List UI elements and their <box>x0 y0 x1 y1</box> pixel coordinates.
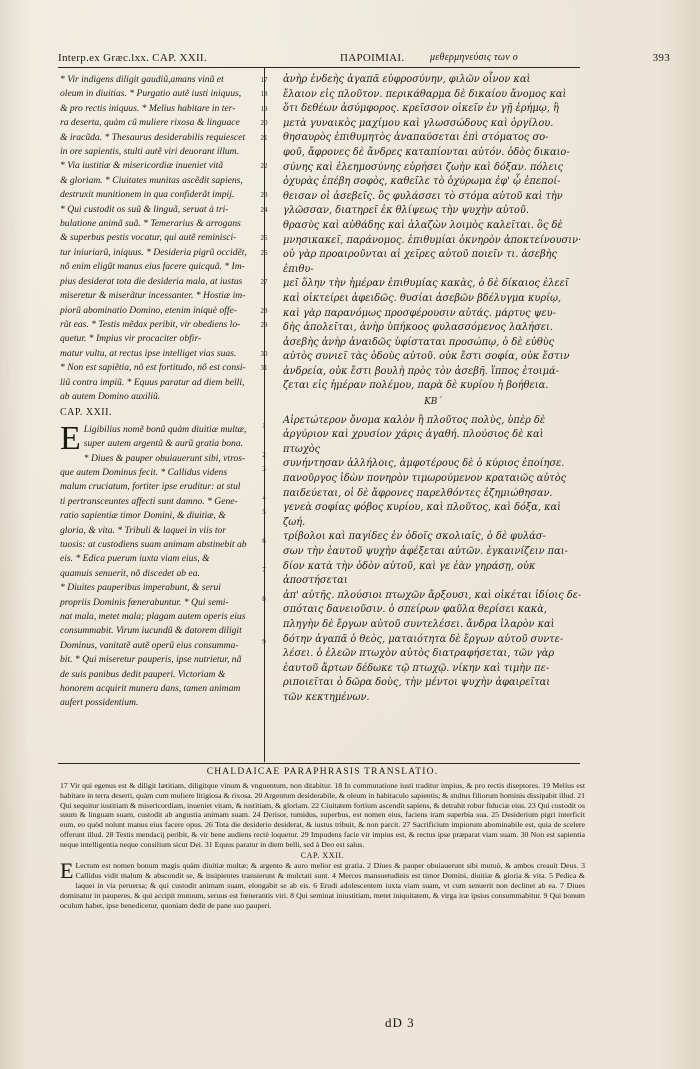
latin-line: gloria, & vita. * Tribuli & laquei in viis tor <box>60 524 227 536</box>
verse-number: 24 <box>260 205 268 214</box>
latin-line: * Via iustitiæ & misericordiæ inueniet vitã <box>60 160 224 172</box>
verse-number: 31 <box>260 364 268 373</box>
verse-number: 25 <box>260 234 268 243</box>
verse-number: 3 <box>262 464 266 473</box>
greek-line: τῶν κεκτημένων. <box>283 691 370 703</box>
greek-line: θρασὺς καὶ αὐθάδης καὶ ἀλαζὼν λοιμὸς καλεῖται. ὃς δὲ <box>283 219 563 231</box>
verse-number: 6 <box>262 537 266 545</box>
header-handwritten-annotation: μεθερμηνεύσις των ο <box>430 52 519 63</box>
greek-line: ἔλαιον εἰς πλοῦτον. περικάθαρμα δὲ δικαίου ἄνομος καὶ <box>283 88 567 100</box>
latin-line: in ore sapientis, stulti autẽ viri deuorant illum. <box>60 146 239 158</box>
verse-number: 1 <box>262 421 266 430</box>
greek-line: οὐ γὰρ προαιροῦνται αἱ χεῖρες αὐτοῦ ποιεῖν τι. ἀσεβὴς ἐπιθυ- <box>283 249 558 275</box>
verse-number <box>257 145 271 159</box>
latin-line: nõ enim eligũt manus eius facere quicquã. * Im- <box>60 261 245 273</box>
latin-line: liũ contra impiũ. * Equus paratur ad diem belli, <box>60 376 245 388</box>
verse-number: 18 <box>260 90 268 99</box>
greek-line: δίον κατὰ τὴν ὁδὸν αὐτοῦ, καὶ γε ἐὰν γηράσῃ, οὐκ ἀποστήσεται <box>283 560 536 587</box>
latin-line: * Non est sapiẽtia, nõ est fortitudo, nõ est consi- <box>60 362 246 374</box>
verse-number: 27 <box>260 277 268 286</box>
chaldaic-paragraph-1: 17 Vir qui egenus est & diligit lætitiam, diligitque vinum & vnguentum, non ditabitur. 18 In commutatione iusti traditur impius, & pro rectis diseptores. 19 Melius est habitare in terra deserti, quàm cum muliere litigiosa & rixosa. 20 Argentum desiderabile, & oleum in habitaculo sapientis; & stultus filiorum hominis dissipabit illud. 21 Qui sequitur iustitiam & misericordiam, inueniet vitam, & iustitiam, & gloriam. 22 Ciuitatem fortium ascendit sapiens, & detrahit robur fiduciæ eius. 23 Qui custodit os suum & linguam suam, custodit ab angustia animam suam. 24 Derisor, tumidus, superbus, est nomen eius, faciens iram superbia sua. 25 Desiderium pigri interficit eum, eo quòd nolunt manus eius facere opus. 26 Tota die desiderio desiderat, & iustus tribuit, & non parcit. 27 Sacrificium impiorum abominabile est, quia de scelere offerunt illud. 28 Testis mendacij peribit, & vir bene audiens rectè loquetur. 29 Impudens facie vir impius est, & rectus ipse præparat viam suam. 30 Non est sapientia neque intelligentia neque consilium sicut Dei. 31 Equus paratur in diem belli, sed à Deo est salus. <box>60 781 585 849</box>
greek-line: ὀχυρὰς ἐπέβη σοφὸς, καθεῖλε τὸ ὀχύρωμα ἐφ' ᾧ ἐπεποί- <box>283 176 561 188</box>
latin-line: ab autem Domino auxiliũ. <box>60 390 161 402</box>
verse-number: 8 <box>262 594 266 603</box>
verse-number <box>257 476 271 490</box>
verse-number: 30 <box>260 349 268 358</box>
verse-number: 26 <box>260 248 268 257</box>
latin-line: & gloriam. * Ciuitates munitas ascẽdit sapiens, <box>60 174 243 186</box>
chaldaic-translation <box>60 781 585 910</box>
greek-line: μετὰ γυναικὸς μαχίμου καὶ γλωσσώδους καὶ ὀργίλου. <box>283 117 554 129</box>
verse-number <box>257 404 271 418</box>
latin-line: tur iniuriarũ, iniquus. * Desideria pigrũ occidẽt, <box>60 246 247 258</box>
greek-line: μνησικακεῖ, παράνομος. ἐπιθυμίαι ὀκνηρὸν ἀποκτείνουσιν· <box>283 234 582 246</box>
verse-number: 19 <box>260 104 268 113</box>
greek-line: καὶ οἰκτείρει ἀφειδῶς. θυσίαι ἀσεβῶν βδέλυγμα κυρίῳ, <box>283 292 562 304</box>
latin-column <box>60 73 256 711</box>
verse-number <box>257 174 271 188</box>
greek-line: ὅτι δεθέων ἀσύμφορος. κρεῖσσον οἰκεῖν ἐν γῇ ἐρήμῳ, ἢ <box>283 103 559 115</box>
signature-mark: dD 3 <box>385 1015 415 1030</box>
greek-line: αὐτὸς συνιεῖ τὰς ὁδοὺς αὐτοῦ. οὐκ ἔστι σοφία, οὐκ ἔστιν <box>283 351 570 363</box>
chaldaic-section-title: CHALDAICAE PARAPHRASIS TRANSLATIO. <box>206 767 439 777</box>
greek-line: τρίβολοι καὶ παγίδες ἐν ὁδοῖς σκολιαῖς, ὁ δὲ φυλάσ- <box>283 531 546 543</box>
verse-number <box>257 390 271 404</box>
latin-line: Dominus, vanitatẽ autẽ operũ eius consumma- <box>60 639 239 651</box>
latin-line: eis. * Edica puerum iuxta viam eius, & <box>60 553 210 565</box>
latin-dropcap: E <box>60 419 81 457</box>
greek-line: λέσει. ὁ ἐλεῶν πτωχὸν αὐτὸς διατραφήσεται, τῶν γὰρ <box>283 648 555 660</box>
verse-number <box>257 577 271 591</box>
verse-number-column <box>257 73 271 649</box>
chaldaic-chapter-heading: CAP. XXII. <box>300 850 345 860</box>
latin-line: miseretur & miserãtur incessanter. * Hostiæ im- <box>60 290 246 302</box>
verse-number: 7 <box>262 565 266 574</box>
greek-line: γενεὰ σοφίας φόβος κυρίου, καὶ πλοῦτος, καὶ δόξα, καὶ ζωή. <box>283 502 561 528</box>
verse-number: 2 <box>262 450 266 459</box>
latin-line: tuosis: at custodiens suam animam abstinebit ab <box>60 539 247 550</box>
latin-line: quetur. * Impius vir procaciter obfir- <box>60 333 202 345</box>
verse-number <box>257 606 271 620</box>
verse-number: 22 <box>260 162 268 171</box>
greek-line: δὴς ἀπολεῖται, ἀνὴρ ὑπήκοος φυλασσόμενος λαλήσει. <box>283 322 553 334</box>
verse-number: 29 <box>260 320 268 329</box>
verse-number <box>257 433 271 447</box>
latin-line: pius desiderat tota die desideria mala, at iustus <box>60 275 243 287</box>
latin-line: que autem Dominus fecit. * Callidus videns <box>60 466 228 478</box>
page-number: 393 <box>652 52 670 64</box>
latin-line: & superbus pestis vocatur, qui autẽ reminisci- <box>60 232 237 244</box>
latin-line: ra deserta, quàm cũ muliere rixosa & linguace <box>60 117 240 129</box>
verse-number: 23 <box>260 191 268 200</box>
verse-number: 20 <box>260 119 268 128</box>
greek-column <box>283 73 583 706</box>
latin-line: & pro rectis iniquus. * Melius habitare in ter- <box>60 102 236 114</box>
verse-number: 4 <box>262 493 266 502</box>
verse-number <box>257 520 271 534</box>
latin-line: quamuis senuerit, nõ discedet ab ea. <box>60 567 200 579</box>
verse-number: 28 <box>260 306 268 315</box>
greek-line: ἀπ' αὐτῆς. πλούσιοι πτωχῶν ἄρξουσι, καὶ οἰκέται ἰδίοις δε- <box>283 589 582 601</box>
latin-line: honorem acquirit munera dans, tamen animam <box>60 683 241 695</box>
latin-line: malum cruciatum, fortiter ipse eruditur: at stul <box>60 481 241 493</box>
latin-line: aufert possidentium. <box>60 697 139 709</box>
verse-number <box>257 289 271 303</box>
greek-line: συνήντησαν ἀλλήλοις, ἀμφοτέρους δὲ ὁ κύριος ἐποίησε. <box>283 458 565 470</box>
greek-line: σπόταις δανειοῦσιν. ὁ σπείρων φαῦλα θερίσει κακὰ, <box>283 604 547 616</box>
greek-line: ἀνὴρ ἐνδεὴς ἀγαπᾶ εὐφροσύνην, φιλῶν οἶνον καὶ <box>283 74 531 85</box>
latin-chapter-heading: CAP. XXII. <box>60 407 112 419</box>
greek-line: Αἱρετώτερον ὄνομα καλὸν ἢ πλοῦτος πολὺς, ὑπὲρ δὲ <box>283 414 546 426</box>
greek-line: ἑαυτοῦ ἄρτων δέδωκε τῷ πτωχῷ. νίκην καὶ τιμὴν πε- <box>283 662 550 674</box>
footer-rule <box>58 763 580 764</box>
greek-line: πανοῦργος ἰδὼν πονηρὸν τιμωρούμενον κραταιῶς αὐτὸς <box>283 473 567 485</box>
greek-line: παιδεύεται, οἱ δὲ ἄφρονες παρελθόντες ἐζημιώθησαν. <box>283 487 553 499</box>
latin-line: destruxit munitionem in qua confiderãt impij. <box>60 189 235 201</box>
verse-number: 5 <box>262 508 266 517</box>
latin-line: de suis panibus dedit pauperi. Victoriam & <box>60 668 226 680</box>
greek-line: σων τὴν ἑαυτοῦ ψυχὴν ἀφέξεται αὐτῶν. ἐγκαινίζειν παι- <box>283 546 568 557</box>
verse-number <box>257 376 271 390</box>
verse-number <box>257 260 271 274</box>
greek-line: σύνης καὶ ἐλεημοσύνης εὑρήσει ζωὴν καὶ δόξαν. πόλεις <box>283 161 564 173</box>
latin-line: * Diues & pauper obuiauerunt sibi, vtros- <box>83 452 246 464</box>
header-left-title: Interp.ex Græc.lxx. CAP. XXII. <box>58 52 207 64</box>
greek-line: ἀσεβὴς ἀνὴρ ἀναιδῶς ὑφίσταται προσώπῳ, ὁ δὲ εὐθὺς <box>283 336 555 348</box>
verse-number <box>257 548 271 562</box>
greek-line: ριποιεῖται ὁ δῶρα δοὺς, τὴν μέντοι ψυχὴν ἀφαιρεῖται <box>283 677 551 689</box>
greek-line: γλῶσσαν, διατηρεῖ ἐκ θλίψεως τὴν ψυχὴν αὐτοῦ. <box>283 205 529 217</box>
latin-line: * Qui custodit os suũ & linguã, seruat à tri- <box>60 203 229 215</box>
greek-line: καὶ γὰρ παρανόμως προσφέρουσιν αὐτάς. μάρτυς ψευ- <box>283 307 556 319</box>
greek-line: θησαυρὸς ἐπιθυμητὸς ἀναπαύσεται ἐπὶ στόματος σο- <box>283 132 549 144</box>
latin-line: ti pertransceuntes affecti sunt damno. * Gene- <box>60 495 238 507</box>
latin-line: nat mala, metet mala; plagam autem operis eius <box>60 611 246 623</box>
latin-line: consummabit. Virum iucundũ & datorem diligit <box>60 625 242 637</box>
greek-line: ἀργύριον καὶ χρυσίον χάρις ἀγαθή. πλούσιος δὲ καὶ πτωχὸς <box>283 429 544 455</box>
chaldaic-paragraph-2: Lectum est nomen bonum magis quàm diuitiæ multæ; & argento & auro melior est gratia. 2 Diues & pauper obuiauerunt sibi mutuò, & ambos creauit Deus. 3 Callidus vidit malum & abscondit se, & insipientes transierunt & mulctati sunt. 4 Merces mansuetudinis est timor Domini, diuitiæ & gloria & vita. 5 Pedica & laquei in via peruersa; & qui custodit animam suam, elongabit se ab eis. 6 Erudi adolescentem iuxta viam suam, vt cum senuerit non declinet ab ea. 7 Diues dominatur in pauperes, & qui accipit mutuum, seruus est fœnerantis viri. 8 Qui seminat iniustitiam, metet iniquitatem, & virga iræ ipsius consummabitur. 9 Qui bonum oculum habet, ipse benedicetur, quoniam dedit de pane suo pauperi. <box>60 861 585 910</box>
latin-line: rũt eas. * Testis mẽdax peribit, vir obediens lo- <box>60 318 241 330</box>
verse-number: 21 <box>260 133 268 142</box>
latin-line: bit. * Qui miseretur pauperis, ipse nutrietur, nã <box>60 654 242 666</box>
verse-number: 17 <box>260 76 268 84</box>
latin-line: oleum in diuitias. * Purgatio autẽ iusti iniquus, <box>60 88 242 100</box>
header-greek-title: ΠΑΡΟΙΜΙΑΙ. <box>340 52 405 64</box>
greek-chapter-separator: ΚΒ΄ <box>424 397 442 408</box>
latin-line: bulatione animã suã. * Temerarius & arrogans <box>60 218 241 230</box>
greek-line: ἀνδρεία, οὐκ ἔστι βουλὴ πρὸς τὸν ἀσεβῆ. ἵππος ἑτοιμά- <box>283 365 559 377</box>
greek-line: θεισαν οἱ ἀσεβεῖς. ὃς φυλάσσει τὸ στόμα αὐτοῦ καὶ τὴν <box>283 190 563 202</box>
greek-line: φοῦ, ἄφρονες δὲ ἄνδρες καταπίονται αὐτόν. ὁδὸς δικαιο- <box>283 146 570 158</box>
header-rule <box>58 67 580 68</box>
latin-line: Ligibilius nomẽ bonũ quàm diuitiæ multæ, <box>83 423 247 435</box>
chaldaic-dropcap: E <box>60 858 74 884</box>
greek-line: ζεται εἰς ἡμέραν πολέμου, παρὰ δὲ κυρίου ἡ βοήθεια. <box>283 380 549 392</box>
latin-line: matur vultu, at rectus ipse intelliget vias suas. <box>60 347 237 359</box>
verse-number <box>257 217 271 231</box>
latin-line: piorũ abominatio Domino, etenim iniquè offe- <box>60 304 237 316</box>
greek-line: δότην ἀγαπᾶ ὁ θεὸς, ματαιότητα δὲ ἔργων αὐτοῦ συντε- <box>283 633 564 645</box>
greek-line: μεῖ ὅλην τὴν ἡμέραν ἐπιθυμίας κακὰς, ὁ δὲ δίκαιος ἐλεεῖ <box>283 278 569 290</box>
greek-line: πληγὴν δὲ ἔργων αὐτοῦ συντελέσει. ἄνδρα ἱλαρὸν καὶ <box>283 618 555 630</box>
latin-line: ratio sapientiæ timor Domini, & diuitiæ, & <box>60 510 226 522</box>
verse-number <box>257 332 271 346</box>
verse-number <box>257 620 271 634</box>
latin-line: * Diuites pauperibus imperabunt, & serui <box>60 582 221 594</box>
latin-line: super autem argentũ & aurũ gratia bona. <box>83 438 244 450</box>
latin-line: & iracũda. * Thesaurus desiderabilis requiescet <box>60 131 246 143</box>
latin-line: propriis Dominis fœnerabuntur. * Qui semi- <box>60 596 229 608</box>
verse-number: 9 <box>262 637 266 646</box>
latin-line: * Vir indigens diligit gaudiũ,amans vinũ et <box>60 74 224 85</box>
